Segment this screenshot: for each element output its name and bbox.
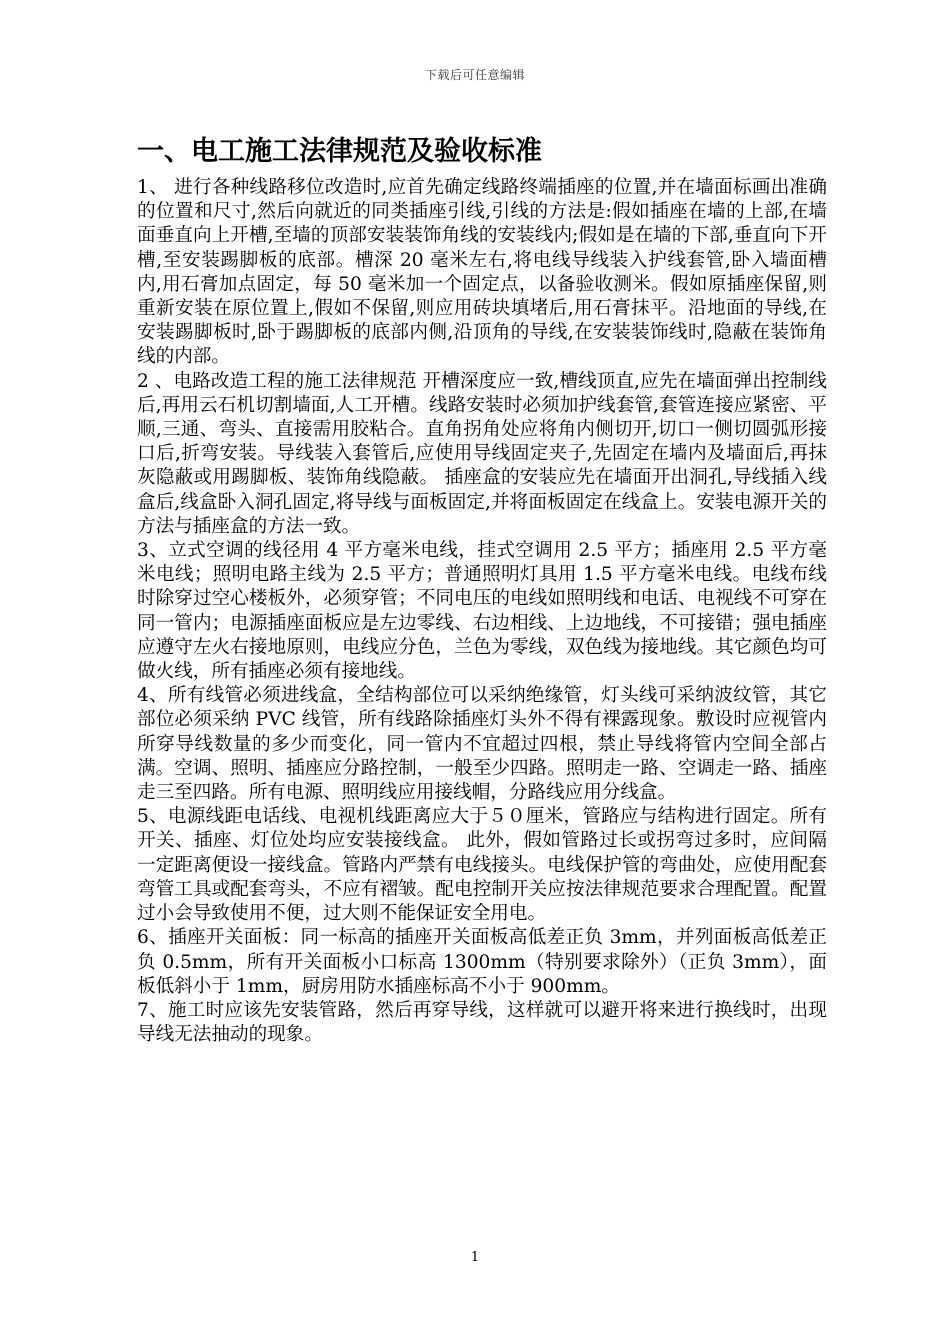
paragraph-6: 6、插座开关面板：同一标高的插座开关面板高低差正负 3mm，并列面板高低差正负 0.5mm，所有开关面板小口标高 1300mm（特别要求除外）（正负 3mm），面板低斜小于 1mm，厨房用防水插座标高不小于 900mm。 (137, 927, 827, 997)
page-header: 下载后可任意编辑 (424, 68, 525, 82)
document-body (137, 176, 827, 1047)
paragraph-5: 5、电源线距电话线、电视机线距离应大于５０厘米，管路应与结构进行固定。所有开关、插座、灯位处均应安装接线盒。 此外，假如管路过长或拐弯过多时，应间隔一定距离便设一接线盒。管路内严禁有电线接头。电线保护管的弯曲处，应使用配套弯管工具或配套弯头，不应有褶皱。配电控制开关应按法律规范要求合理配置。配置过小会导致使用不便，过大则不能保证安全用电。 (137, 806, 827, 925)
paragraph-2: 2 、电路改造工程的施工法律规范 开槽深度应一致,槽线顶直,应先在墙面弹出控制线后,再用云石机切割墙面,人工开槽。线路安装时必须加护线套管,套管连接应紧密、平顺,三通、弯头、直接需用胶粘合。直角拐角处应将角内侧切开,切口一侧切圆弧形接口后,折弯安装。导线装入套管后,应使用导线固定夹子,先固定在墙内及墙面后,再抹灰隐蔽或用踢脚板、装饰角线隐蔽。 插座盒的安装应先在墙面开出洞孔,导线插入线盒后,线盒卧入洞孔固定,将导线与面板固定,并将面板固定在线盒上。安装电源开关的方法与插座盒的方法一致。 (137, 370, 827, 537)
paragraph-1: 1、 进行各种线路移位改造时,应首先确定线路终端插座的位置,并在墙面标画出准确的位置和尺寸,然后向就近的同类插座引线,引线的方法是:假如插座在墙的上部,在墙面垂直向上开槽,至墙的顶部安装装饰角线的安装线内;假如是在墙的下部,垂直向下开槽,至安装踢脚板的底部。槽深 20 毫米左右,将电线导线装入护线套管,卧入墙面槽内,用石膏加点固定，每 50 毫米加一个固定点，以备验收测米。假如原插座保留,则重新安装在原位置上,假如不保留,则应用砖块填堵后,用石膏抹平。沿地面的导线,在安装踢脚板时,卧于踢脚板的底部内侧,沿顶角的导线,在安装装饰线时,隐蔽在装饰角线的内部。 (137, 177, 827, 368)
document-title: 一、电工施工法律规范及验收标准 (137, 136, 542, 167)
paragraph-4: 4、所有线管必须进线盒，全结构部位可以采纳绝缘管，灯头线可采纳波纹管，其它部位必须采纳 PVC 线管，所有线路除插座灯头外不得有裸露现象。敷设时应视管内所穿导线数量的多少而变化，同一管内不宜超过四根，禁止导线将管内空间全部占满。空调、照明、插座应分路控制，一般至少四路。照明走一路、空调走一路、插座走三至四路。所有电源、照明线应用接线帽，分路线应用分线盒。 (137, 685, 827, 804)
paragraph-3: 3、立式空调的线径用 4 平方毫米电线，挂式空调用 2.5 平方；插座用 2.5 平方毫米电线；照明电路主线为 2.5 平方；普通照明灯具用 1.5 平方毫米电线。电线布线时除穿过空心楼板外，必须穿管；不同电压的电线如照明线和电话、电视线不可穿在同一管内；电源插座面板应是左边零线、右边相线、上边地线，不可接错；强电插座应遵守左火右接地原则，电线应分色，兰色为零线，双色线为接地线。其它颜色均可做火线，所有插座必须有接地线。 (137, 540, 827, 683)
paragraph-7: 7、施工时应该先安装管路，然后再穿导线，这样就可以避开将来进行换线时，出现导线无法抽动的现象。 (137, 999, 827, 1046)
page-number: 1 (470, 1250, 480, 1265)
